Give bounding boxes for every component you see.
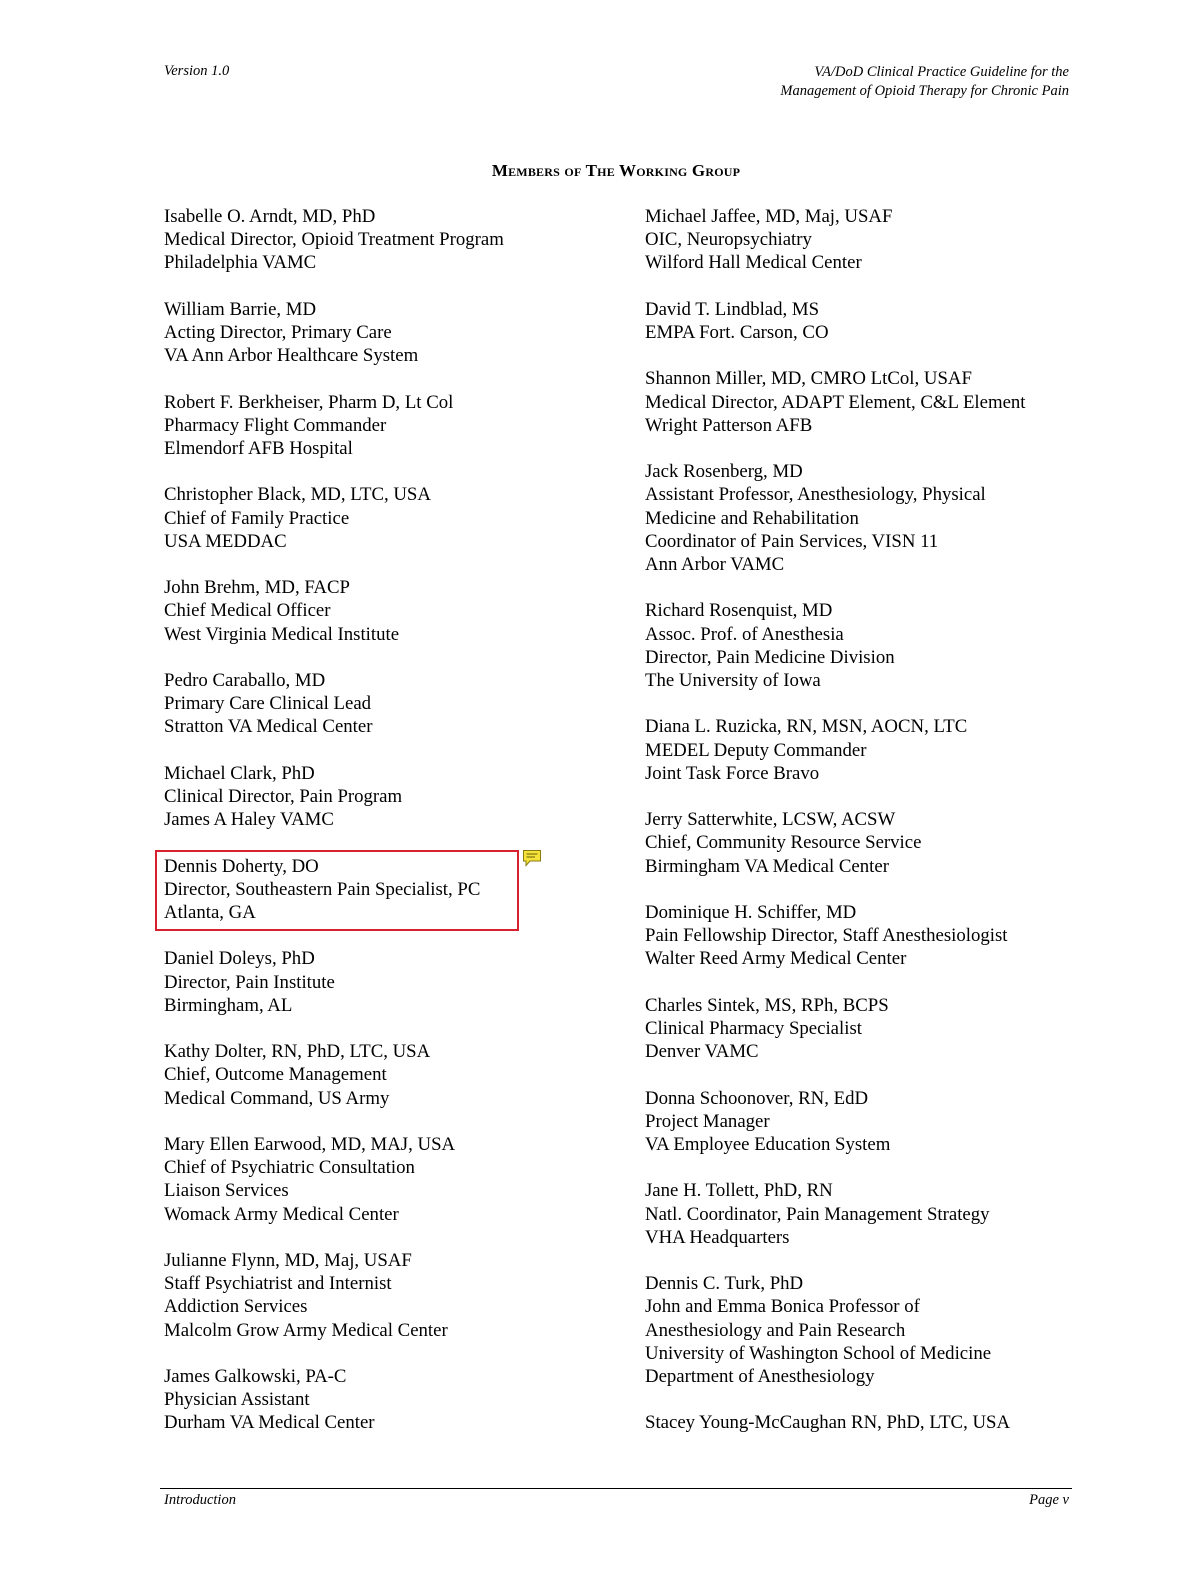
member-detail: Chief Medical Officer: [164, 600, 331, 622]
member-detail: Durham VA Medical Center: [164, 1412, 375, 1434]
member-name: Robert F. Berkheiser, Pharm D, Lt Col: [164, 391, 454, 413]
member-detail: Medical Director, ADAPT Element, C&L Element: [645, 391, 1026, 413]
member-detail: EMPA Fort. Carson, CO: [645, 322, 829, 343]
member-name: Christopher Black, MD, LTC, USA: [164, 484, 431, 506]
member-entry: [164, 947, 584, 1017]
member-detail: West Virginia Medical Institute: [164, 623, 400, 645]
member-entry: [164, 205, 584, 275]
header-guideline-line1: VA/DoD Clinical Practice Guideline for the: [814, 64, 1069, 80]
header-guideline-line2: Management of Opioid Therapy for Chronic Pain: [780, 83, 1069, 99]
member-detail: Medicine and Rehabilitation: [645, 507, 859, 529]
member-entry: [645, 901, 1085, 971]
member-detail: Clinical Director, Pain Program: [164, 785, 403, 807]
member-name: Mary Ellen Earwood, MD, MAJ, USA: [164, 1133, 456, 1155]
member-detail: Chief of Psychiatric Consultation: [164, 1157, 415, 1179]
member-detail: Medical Command, US Army: [164, 1087, 390, 1109]
member-entry: [645, 808, 1085, 878]
member-name: Jerry Satterwhite, LCSW, ACSW: [645, 809, 896, 831]
header-version: Version 1.0: [164, 63, 230, 79]
member-detail: Department of Anesthesiology: [645, 1365, 875, 1387]
highlight-annotation-box[interactable]: [155, 850, 519, 931]
member-name: Isabelle O. Arndt, MD, PhD: [164, 206, 376, 227]
member-detail: Pharmacy Flight Commander: [164, 414, 387, 436]
header-guideline-title: [780, 63, 1069, 101]
member-entry: [645, 205, 1085, 275]
member-detail: Staff Psychiatrist and Internist: [164, 1273, 392, 1295]
member-detail: Denver VAMC: [645, 1041, 759, 1063]
member-detail: VA Employee Education System: [645, 1133, 891, 1155]
member-detail: Atlanta, GA: [164, 901, 256, 923]
member-entry: [645, 460, 1085, 576]
member-entry: [645, 367, 1085, 437]
member-detail: Birmingham, AL: [164, 994, 293, 1016]
member-entry: [645, 1179, 1085, 1249]
member-detail: Pain Fellowship Director, Staff Anesthesiologist: [645, 925, 1008, 947]
member-name: Stacey Young-McCaughan RN, PhD, LTC, USA: [645, 1412, 1011, 1434]
member-detail: VHA Headquarters: [645, 1226, 790, 1248]
member-name: Pedro Caraballo, MD: [164, 669, 326, 691]
member-entry: [164, 1365, 584, 1435]
member-name: Charles Sintek, MS, RPh, BCPS: [645, 994, 889, 1016]
member-detail: James A Haley VAMC: [164, 809, 334, 831]
member-name: Dennis Doherty, DO: [164, 855, 319, 877]
member-name: David T. Lindblad, MS: [645, 298, 820, 320]
member-detail: MEDEL Deputy Commander: [645, 739, 867, 761]
comment-note-icon[interactable]: [522, 849, 542, 867]
member-detail: Assoc. Prof. of Anesthesia: [645, 623, 844, 645]
member-entry: [164, 483, 584, 553]
member-detail: Clinical Pharmacy Specialist: [645, 1017, 862, 1039]
member-name: Dominique H. Schiffer, MD: [645, 901, 857, 923]
member-name: Donna Schoonover, RN, EdD: [645, 1087, 869, 1109]
member-name: Dennis C. Turk, PhD: [645, 1273, 804, 1295]
member-entry: [164, 669, 584, 739]
footer-page-number: Page v: [1029, 1492, 1069, 1508]
member-detail: Elmendorf AFB Hospital: [164, 438, 353, 459]
member-detail: Birmingham VA Medical Center: [645, 855, 889, 877]
member-detail: Wilford Hall Medical Center: [645, 252, 862, 274]
section-title: Members of The Working Group: [491, 161, 741, 180]
member-detail: Malcolm Grow Army Medical Center: [164, 1319, 448, 1341]
member-name: William Barrie, MD: [164, 298, 317, 320]
member-entry: [164, 1040, 584, 1110]
member-detail: Liaison Services: [164, 1180, 289, 1202]
member-name: John Brehm, MD, FACP: [164, 577, 350, 599]
member-detail: VA Ann Arbor Healthcare System: [164, 345, 419, 367]
member-detail: USA MEDDAC: [164, 530, 287, 552]
footer-section: Introduction: [164, 1492, 236, 1508]
member-entry: [645, 1087, 1085, 1157]
member-detail: Chief, Community Resource Service: [645, 832, 922, 854]
member-name: Richard Rosenquist, MD: [645, 600, 833, 622]
member-detail: Physician Assistant: [164, 1389, 310, 1411]
member-detail: Anesthesiology and Pain Research: [645, 1319, 906, 1341]
member-entry: [645, 715, 1085, 785]
member-detail: Natl. Coordinator, Pain Management Strategy: [645, 1203, 990, 1225]
member-detail: Primary Care Clinical Lead: [164, 693, 372, 715]
member-detail: Chief, Outcome Management: [164, 1064, 387, 1086]
member-detail: John and Emma Bonica Professor of: [645, 1296, 920, 1318]
member-entry: [645, 298, 1085, 344]
member-detail: Wright Patterson AFB: [645, 414, 813, 436]
member-entry: [164, 1249, 584, 1342]
member-detail: Director, Pain Medicine Division: [645, 646, 895, 668]
member-detail: Ann Arbor VAMC: [645, 554, 785, 575]
member-detail: Philadelphia VAMC: [164, 252, 317, 274]
member-entry: [645, 1411, 1085, 1434]
member-detail: Assistant Professor, Anesthesiology, Physical: [645, 484, 986, 506]
member-detail: Joint Task Force Bravo: [645, 762, 820, 784]
member-detail: Medical Director, Opioid Treatment Program: [164, 229, 504, 251]
member-name: Michael Clark, PhD: [164, 762, 315, 784]
member-detail: Stratton VA Medical Center: [164, 716, 373, 738]
member-name: Shannon Miller, MD, CMRO LtCol, USAF: [645, 368, 972, 390]
left-member-column: [164, 205, 584, 1458]
right-member-column: [645, 205, 1085, 1458]
member-name: Jack Rosenberg, MD: [645, 461, 803, 483]
member-detail: The University of Iowa: [645, 670, 821, 691]
member-name: Diana L. Ruzicka, RN, MSN, AOCN, LTC: [645, 716, 968, 738]
member-detail: Director, Pain Institute: [164, 971, 335, 993]
member-name: Michael Jaffee, MD, Maj, USAF: [645, 206, 893, 227]
member-entry: [164, 298, 584, 368]
member-detail: University of Washington School of Medicine: [645, 1342, 992, 1364]
member-entry: [645, 599, 1085, 692]
member-entry: [164, 1133, 584, 1226]
member-entry: [164, 391, 584, 461]
footer-rule: [160, 1488, 1072, 1489]
member-detail: Womack Army Medical Center: [164, 1203, 399, 1225]
member-entry: [645, 1272, 1085, 1388]
member-detail: Director, Southeastern Pain Specialist, PC: [164, 878, 481, 900]
member-name: Jane H. Tollett, PhD, RN: [645, 1180, 833, 1202]
member-detail: Walter Reed Army Medical Center: [645, 948, 907, 970]
member-detail: Addiction Services: [164, 1296, 308, 1318]
member-name: Kathy Dolter, RN, PhD, LTC, USA: [164, 1041, 431, 1063]
member-name: James Galkowski, PA-C: [164, 1365, 347, 1387]
member-name: Julianne Flynn, MD, Maj, USAF: [164, 1249, 412, 1271]
member-detail: OIC, Neuropsychiatry: [645, 229, 812, 251]
member-detail: Project Manager: [645, 1110, 770, 1132]
member-entry: [164, 576, 584, 646]
member-detail: Acting Director, Primary Care: [164, 322, 392, 343]
member-detail: Chief of Family Practice: [164, 507, 350, 529]
member-entry: [164, 762, 584, 832]
member-name: Daniel Doleys, PhD: [164, 948, 315, 970]
member-detail: Coordinator of Pain Services, VISN 11: [645, 530, 939, 552]
member-entry: [645, 994, 1085, 1064]
